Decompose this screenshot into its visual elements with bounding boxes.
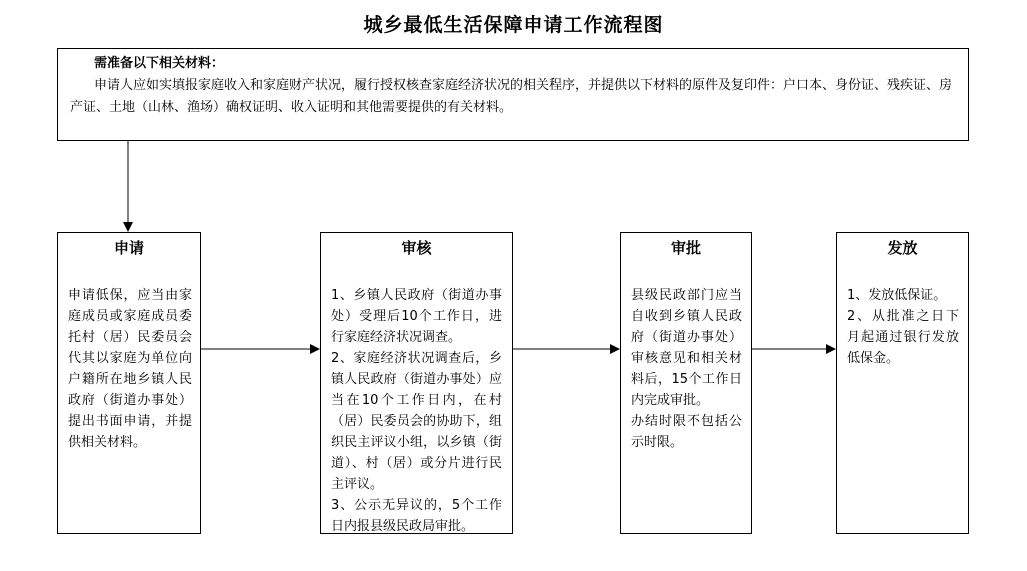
step-approve-title: 审批 [670, 239, 701, 257]
approve-text-1: 县级民政部门应当自收到乡镇人民政府（街道办事处）审核意见和相关材料后，15个工作日内完成审批。 [631, 288, 742, 408]
approve-text-2: 办结时限不包括公示时限。 [631, 414, 742, 450]
step-review-title: 审核 [401, 239, 432, 257]
issue-item-2: 2、从批准之日下月起通过银行发放低保金。 [847, 309, 959, 366]
materials-text: 申请人应如实填报家庭收入和家庭财产状况，履行授权核查家庭经济状况的相关程序，并提供以下材料的原件及复印件：户口本、身份证、残疾证、房产证、土地（山林、渔场）确权证明、收入证明和其他需要提供的有关材料。 [70, 78, 953, 115]
step-apply-text: 申请低保，应当由家庭成员或家庭成员委托村（居）民委员会代其以家庭为单位向户籍所在地乡镇人民政府（街道办事处）提出书面申请，并提供相关材料。 [68, 288, 192, 450]
issue-item-1: 1、发放低保证。 [847, 288, 947, 303]
review-item-2: 2、家庭经济状况调查后，乡镇人民政府（街道办事处）应当在10个工作日内，在村（居）民委员会的协助下，组织民主评议小组，以乡镇（街道）、村（居）或分片进行民主评议。 [331, 351, 502, 492]
review-item-3: 3、公示无异议的，5个工作日内报县级民政局审批。 [331, 498, 502, 534]
step-issue-title: 发放 [887, 239, 918, 257]
step-apply-title: 申请 [113, 239, 144, 257]
materials-heading: 需准备以下相关材料： [94, 56, 225, 71]
review-item-1: 1、乡镇人民政府（街道办事处）受理后10个工作日，进行家庭经济状况调查。 [331, 288, 502, 345]
page-title: 城乡最低生活保障申请工作流程图 [363, 14, 664, 36]
